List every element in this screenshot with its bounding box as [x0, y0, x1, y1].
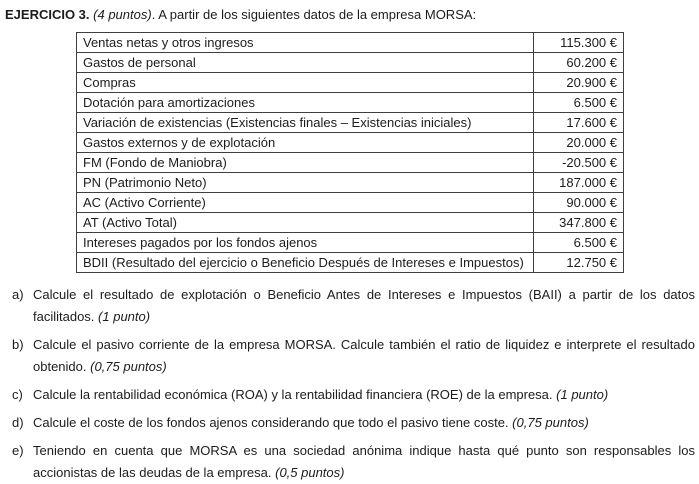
concept-cell: BDII (Resultado del ejercicio o Beneficio Después de Intereses e Impuestos) [77, 253, 534, 273]
amount-cell: 90.000 € [534, 193, 624, 213]
concept-cell: AT (Activo Total) [77, 213, 534, 233]
amount-cell: 20.000 € [534, 133, 624, 153]
concept-cell: PN (Patrimonio Neto) [77, 173, 534, 193]
question-letter: a) [12, 287, 24, 302]
table-row [77, 253, 624, 273]
table-row [77, 213, 624, 233]
concept-cell: Variación de existencias (Existencias finales – Existencias iniciales) [77, 113, 534, 133]
question-letter: d) [12, 415, 24, 430]
table-row [77, 113, 624, 133]
amount-cell: 20.900 € [534, 73, 624, 93]
question-letter: e) [12, 443, 24, 458]
amount-cell: 6.500 € [534, 233, 624, 253]
exercise-title-text: . A partir de los siguientes datos de la empresa MORSA: [151, 7, 477, 22]
table-row [77, 133, 624, 153]
question-text: Calcule el pasivo corriente de la empresa MORSA. Calcule también el ratio de liquidez e interprete el resultado obtenido. [33, 337, 695, 374]
table-row [77, 233, 624, 253]
concept-cell: AC (Activo Corriente) [77, 193, 534, 213]
amount-cell: -20.500 € [534, 153, 624, 173]
concept-cell: Dotación para amortizaciones [77, 93, 534, 113]
table-row [77, 33, 624, 53]
amount-cell: 17.600 € [534, 113, 624, 133]
amount-cell: 12.750 € [534, 253, 624, 273]
table-row [77, 73, 624, 93]
amount-cell: 187.000 € [534, 173, 624, 193]
concept-cell: Compras [77, 73, 534, 93]
concept-cell: FM (Fondo de Maniobra) [77, 153, 534, 173]
question-item [5, 334, 695, 378]
questions-list [5, 284, 695, 484]
exercise-title-points: (4 puntos) [93, 7, 152, 22]
question-points: (0,75 puntos) [90, 359, 167, 374]
question-text: Calcule el coste de los fondos ajenos considerando que todo el pasivo tiene coste. [33, 415, 509, 430]
question-text: Calcule el resultado de explotación o Beneficio Antes de Intereses e Impuestos (BAII) a partir de los datos facilitados. [33, 287, 695, 324]
question-points: (0,75 puntos) [512, 415, 589, 430]
question-letter: b) [12, 337, 24, 352]
amount-cell: 6.500 € [534, 93, 624, 113]
financial-table-body [77, 33, 624, 273]
exercise-title [5, 7, 695, 23]
concept-cell: Gastos externos y de explotación [77, 133, 534, 153]
question-item [5, 384, 695, 406]
question-text: Calcule la rentabilidad económica (ROA) y la rentabilidad financiera (ROE) de la empresa. [33, 387, 553, 402]
concept-cell: Intereses pagados por los fondos ajenos [77, 233, 534, 253]
exercise-title-number: EJERCICIO 3. [5, 7, 90, 22]
question-points: (1 punto) [556, 387, 609, 402]
question-item [5, 440, 695, 484]
question-points: (0,5 puntos) [275, 465, 345, 480]
question-item [5, 284, 695, 328]
table-row [77, 193, 624, 213]
concept-cell: Gastos de personal [77, 53, 534, 73]
question-letter: c) [12, 387, 23, 402]
amount-cell: 347.800 € [534, 213, 624, 233]
question-item [5, 412, 695, 434]
amount-cell: 115.300 € [534, 33, 624, 53]
table-row [77, 173, 624, 193]
amount-cell: 60.200 € [534, 53, 624, 73]
concept-cell: Ventas netas y otros ingresos [77, 33, 534, 53]
financial-data-table [76, 32, 624, 273]
question-text: Teniendo en cuenta que MORSA es una sociedad anónima indique hasta qué punto son responsables los accionistas de las deudas de la empresa. [33, 443, 695, 480]
table-row [77, 93, 624, 113]
table-row [77, 153, 624, 173]
table-row [77, 53, 624, 73]
question-points: (1 punto) [98, 309, 151, 324]
